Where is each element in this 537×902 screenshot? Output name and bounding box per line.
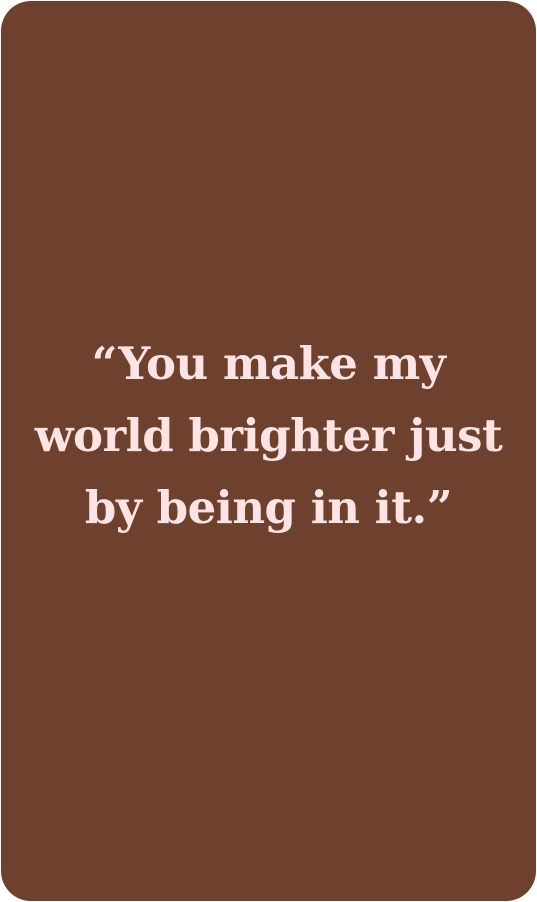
quote-line-2: world brighter just (34, 409, 503, 462)
quote-line-3: by being in it.” (84, 481, 453, 534)
quote-card (1, 1, 536, 901)
quote-text (35, 328, 503, 544)
quote-line-1: “You make my (91, 337, 446, 390)
